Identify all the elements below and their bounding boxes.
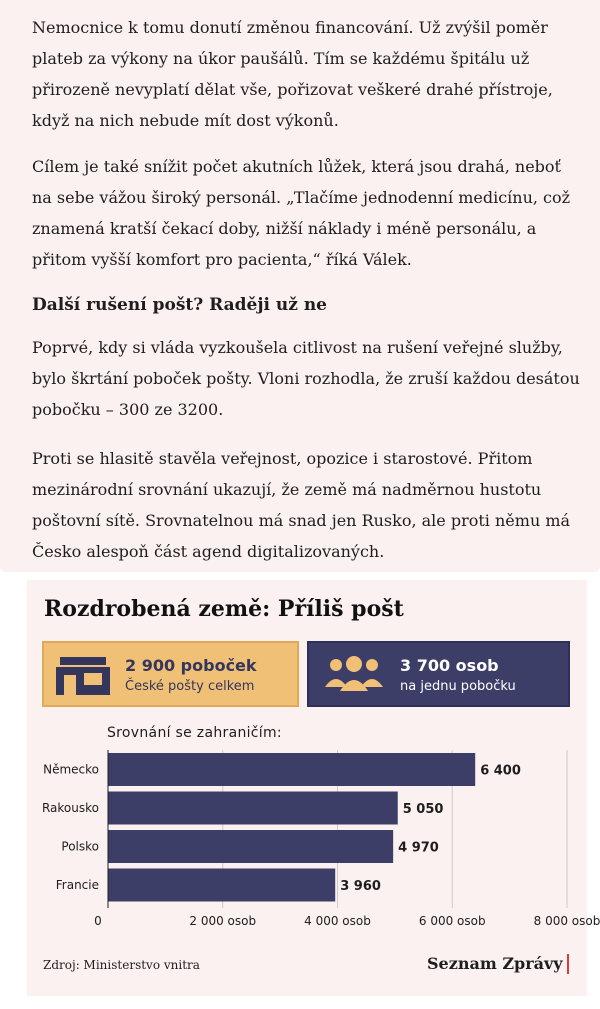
- x-tick-label: 8 000 osob: [533, 914, 600, 928]
- x-tick-label: 6 000 osob: [418, 914, 486, 928]
- value-label: 4 970: [398, 840, 439, 856]
- brand-logo: Seznam Zprávy: [427, 954, 569, 974]
- article-paragraph: Cílem je také snížit počet akutních lůžek, která jsou drahá, neboť na sebe vážou široký personál. „Tlačíme jednodenní medicínu, což znamená kratší čekací doby, nižší náklady i méně personálu, a přitom vyšší komfort pro pacienta,“ říká Válek.: [32, 157, 571, 269]
- stat-people-label: na jednu pobočku: [400, 679, 516, 694]
- category-label: Francie: [55, 878, 99, 892]
- stat-branches-value: 2 900 poboček: [125, 656, 257, 675]
- value-label: 6 400: [480, 763, 521, 779]
- source-note: Zdroj: Ministerstvo vnitra: [43, 958, 200, 972]
- category-label: Polsko: [61, 839, 99, 854]
- value-label: 5 050: [402, 802, 444, 817]
- people-icon: [323, 653, 385, 697]
- stat-people-value: 3 700 osob: [400, 656, 499, 675]
- chart-subtitle: Srovnání se zahraničím:: [107, 725, 282, 741]
- value-label: 3 960: [340, 879, 381, 894]
- stat-branches: [42, 641, 299, 707]
- post-office-icon: [54, 651, 112, 699]
- x-tick-label: 2 000 osob: [189, 914, 257, 928]
- category-label: Německo: [43, 762, 99, 777]
- stat-branches-label: České pošty celkem: [125, 679, 255, 694]
- infographic-title: Rozdrobená země: Příliš pošt: [44, 596, 404, 622]
- article-paragraph: Poprvé, kdy si vláda vyzkoušela citlivost na rušení veřejné služby, bylo škrtání poboček pošty. Vloni rozhodla, že zruší každou desátou pobočku – 300 ze 3200.: [32, 338, 580, 419]
- x-tick-label: 4 000 osob: [304, 914, 371, 928]
- article-paragraph: Proti se hlasitě stavěla veřejnost, opozice i starostové. Přitom mezinárodní srovnání ukazují, že země má nadměrnou hustotu poštovní sítě. Srovnatelnou má snad jen Rusko, ale proti němu má Česko alespoň část agend digitalizovaných.: [32, 449, 571, 561]
- article-paragraph: Nemocnice k tomu donutí změnou financování. Už zvýšil poměr plateb za výkony na úkor paušálů. Tím se každému špitálu už přirozeně nevyplatí dělat vše, pořizovat veškeré drahé přístroje, když na nich nebude mít dost výkonů.: [32, 18, 553, 130]
- section-heading: Další rušení pošt? Raději už ne: [32, 295, 328, 315]
- x-tick-label: 0: [94, 914, 102, 928]
- category-label: Rakousko: [41, 801, 99, 815]
- stat-people: [307, 641, 570, 707]
